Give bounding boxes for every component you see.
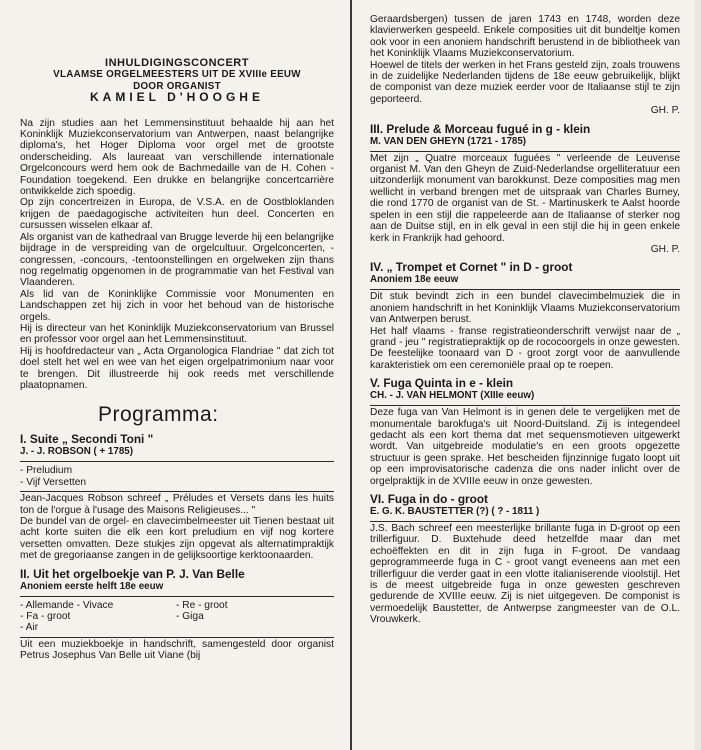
- movement-list: [20, 465, 334, 488]
- section-composer: Anoniem eerste helft 18e eeuw: [20, 580, 164, 592]
- list-item: - Re - groot: [176, 599, 228, 611]
- section-title: IV. „ Trompet et Cornet " in D - groot: [370, 260, 573, 275]
- divider: [20, 461, 334, 462]
- section-title: VI. Fuga in do - groot: [370, 492, 488, 506]
- bio-paragraph: Als organist van de kathedraal van Brugge leverde hij een belangrijke bijdrage in de verspreiding van de orgelcultuur. Orgelconcerten, -congressen, -concours, -tentoonstellingen en orgelweken zijn thans nog regelmatig opgenomen in de programmatie van het Festival van Vlaanderen.: [20, 231, 334, 289]
- divider: [20, 637, 334, 638]
- section-text: Deze fuga van Van Helmont is in genen dele te vergelijken met de monumentale barokfuga's uit Noord-Duitsland. Zij is integendeel gedacht als een kort thema dat met sequensmotieven uitgewerkt wordt. Van uitgebreide modulatie's en een groots opgezette structuur is geen sprake. Het bescheiden fijnzinnige fugato loopt uit op een improvisatorische cadenza die ons nader inlicht over de orgelpraktijk in de XVIIIe eeuw in onze gewesten.: [370, 407, 680, 487]
- concert-title: INHULDIGINGSCONCERT: [105, 57, 249, 69]
- programma-heading: Programma:: [98, 403, 219, 427]
- list-item: - Giga: [176, 611, 204, 623]
- section-6: [370, 492, 680, 626]
- section-2: [20, 567, 334, 662]
- left-column: [20, 0, 334, 662]
- section-5: [370, 376, 680, 487]
- right-column: [370, 14, 680, 626]
- section-title: I. Suite „ Secondi Toni ": [20, 432, 154, 447]
- section-text: Het half vlaams - franse registratieonderschrift verwijst naar de „ grand - jeu " registratiepraktijk op de rococoorgels in onze gewesten. De feestelijke toonaard van D - groot zorgt voor de aanvullende karakteristiek om een ceremoniële praal op te roepen.: [370, 325, 680, 371]
- section-text: Hoewel de titels der werken in het Frans gesteld zijn, zoals trouwens in de zuidelijke Nederlanden tijdens de 18e eeuw gebruikelijk, blijkt de componist van deze muziek eerder voor de Italiaanse stijl te zijn geporteerd.: [370, 59, 680, 105]
- section-4: [370, 260, 680, 371]
- divider: [370, 289, 680, 290]
- section-text: J.S. Bach schreef een meesterlijke brillante fuga in D-groot op een trillerfiguur. D. Buxtehude deed hetzelfde maar dan met echoëffekten en dit in zijn fuga in F-groot. De vandaag geprogrammeerde fuga in C - groot vangt eveneens aan met een trillerfiguur die verder gaat in een vlotte italianiserende vioolstijl. Het is de meest uitgebreide fuga in onze gewesten geschreven gedurende de XVIIIe eeuw. Zij is niet uitgegeven. De componist is vermoedelijk Baustetter, de Antwerpse zangmeester van de O.L. Vrouwkerk.: [370, 523, 680, 626]
- section-text: De bundel van de orgel- en clavecimbelmeester uit Tienen bestaat uit acht korte suiten die elk een kort preludium en vijf nog kortere versetten omvatten. Deze stukjes zijn opgevat als alternatimpraktijk met de gregoriaanse zangen in de gelijksoortige kerktoonaarden.: [20, 516, 334, 562]
- section-title: III. Prelude & Morceau fugué in g - klein: [370, 121, 591, 136]
- section-text: Met zijn „ Quatre morceaux fuguées " verleende de Leuvense organist M. Van den Gheyn de Zuid-Nederlandse orgelliteratuur een uitzonderlijk monument van barokkunst. Deze composities mag men wellicht in verband brengen met de uitspraak van Charles Burney, die rond 1770 de organist van de St. - Martinuskerk te Aalst hoorde spelen in een stijl die rappeleerde aan de Italiaanse of sterker nog aan de Duitse stijl, en in elk geval in een stijl die hij in geen enkele kerk in Frankrijk had gehoord.: [370, 152, 680, 244]
- section-composer: Anoniem 18e eeuw: [370, 274, 459, 286]
- bio-paragraph: Hij is hoofdredacteur van „ Acta Organologica Flandriae " dat zich tot doel stelt het wel en wee van het eigen orgelpatrimonium naar voor te brengen. Dit illustreerde hij ook reeds met verschillende plaatopnamen.: [20, 345, 334, 391]
- section-composer: J. - J. ROBSON ( + 1785): [20, 446, 133, 458]
- bio-paragraph: Na zijn studies aan het Lemmensinstituut behaalde hij aan het Koninklijk Muziekconservatorium van Antwerpen, naast belangrijke diploma's, het Hoger Diploma voor orgel met de grootste onderscheiding. Als laureaat van verschillende internationale Orgelconcours werd hem ook de Bachmedaille van de H. Cohen - Foundation toegekend. Een drukke en belangrijke concertcarrière ontwikkelde zich spoedig.: [20, 117, 334, 198]
- divider: [20, 491, 334, 492]
- list-item: - Air: [20, 622, 39, 634]
- section-composer: M. VAN DEN GHEYN (1721 - 1785): [370, 135, 527, 147]
- section-composer: CH. - J. VAN HELMONT (XIIIe eeuw): [370, 390, 535, 402]
- divider: [370, 151, 680, 152]
- list-item: - Allemande - Vivace: [20, 599, 114, 611]
- section-composer: E. G. K. BAUSTETTER (?) ( ? - 1811 ): [370, 506, 540, 517]
- section-text: Jean-Jacques Robson schreef „ Préludes et Versets dans les huits ton de l'orgue à l'usage des Maisons Religieuses... ": [20, 493, 334, 516]
- author-signature: GH. P.: [650, 105, 680, 117]
- list-item: - Vijf Versetten: [20, 476, 87, 488]
- bio-paragraph: Als lid van de Koninklijke Commissie voor Monumenten en Landschappen zet hij zich in voor het behoud van de historische orgels.: [20, 288, 334, 323]
- list-item: - Preludium: [20, 465, 73, 477]
- organist-name: KAMIEL D'HOOGHE: [90, 90, 264, 105]
- biography: [20, 118, 334, 392]
- section-title: II. Uit het orgelboekje van P. J. Van Belle: [20, 566, 245, 581]
- page-fold: [350, 0, 352, 750]
- bio-paragraph: Op zijn concertreizen in Europa, de V.S.A. en de Oostbloklanden krijgen de paedagogische activiteiten hun deel. Concerten en cursussen wisselen elkaar af.: [20, 197, 334, 232]
- divider: [370, 521, 680, 522]
- bio-paragraph: Hij is directeur van het Koninklijk Muziekconservatorium van Brussel en professor voor orgel aan het Lemmensinstituut.: [20, 322, 334, 346]
- section-title: V. Fuga Quinta in e - klein: [370, 376, 514, 391]
- section-text: Dit stuk bevindt zich in een bundel clavecimbelmuziek die in anoniem handschrift in het Koninklijk Vlaams Muziekconservatorium van Antwerpen berust.: [370, 291, 680, 326]
- author-signature: GH. P.: [650, 243, 680, 255]
- section-3: [370, 122, 680, 256]
- section-text: Uit een muziekboekje in handschrift, samengesteld door organist Petrus Josephus Van Belle uit Viane (bij: [20, 638, 334, 662]
- concert-by: DOOR ORGANIST: [133, 80, 221, 92]
- divider: [370, 405, 680, 406]
- section-1: [20, 432, 334, 561]
- divider: [20, 596, 334, 597]
- section-text: Geraardsbergen) tussen de jaren 1743 en 1748, worden deze klavierwerken gespeeld. Enkele composities uit dit bundeltje komen ook voor in een anoniem handschrift berustend in de bibliotheek van het Koninklijk Vlaams Muziekconservatorium.: [370, 14, 680, 60]
- list-item: - Fa - groot: [20, 611, 71, 623]
- concert-subtitle: VLAAMSE ORGELMEESTERS UIT DE XVIIIe EEUW: [53, 69, 301, 81]
- movement-list: [20, 600, 334, 634]
- page-edge: [695, 0, 701, 750]
